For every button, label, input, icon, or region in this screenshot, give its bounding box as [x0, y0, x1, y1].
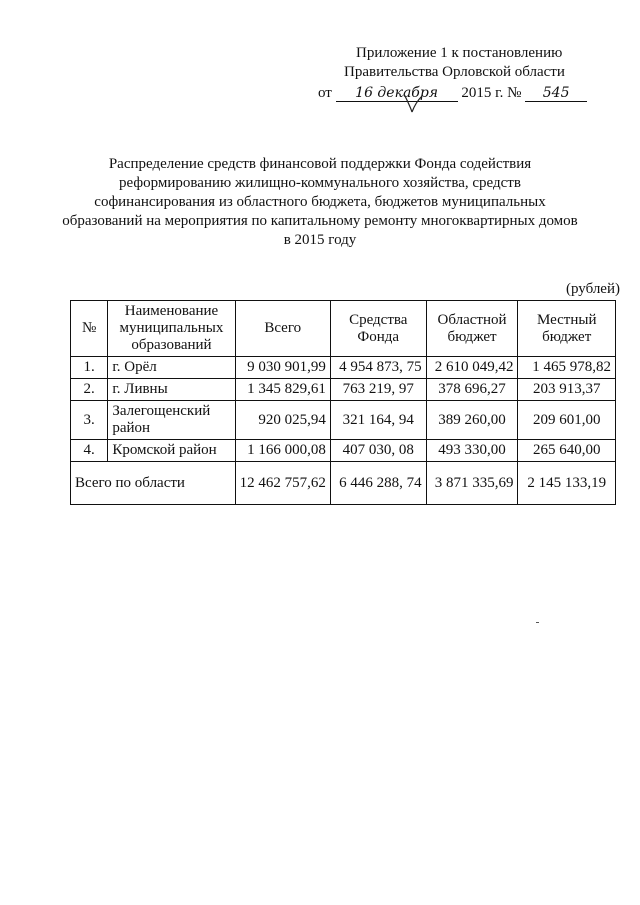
- fund-amount: 763 219, 97: [330, 379, 426, 401]
- table-total-row: [71, 462, 616, 505]
- col-header-number: №: [71, 301, 108, 357]
- decree-date-line: [318, 84, 587, 103]
- regional-amount: 2 610 049,42: [426, 357, 518, 379]
- total-amount: 9 030 901,99: [235, 357, 330, 379]
- fund-amount: 6 446 288, 74: [330, 462, 426, 505]
- currency-unit-label: (рублей): [565, 281, 620, 297]
- regional-amount: 493 330,00: [426, 440, 518, 462]
- appendix-label: Приложение 1 к постановлению: [356, 45, 563, 61]
- table-header-row: [71, 301, 616, 357]
- local-amount: 1 465 978,82: [518, 357, 616, 379]
- title-line: Распределение средств финансовой поддержки Фонда содействия: [108, 156, 532, 172]
- table-row: [71, 401, 616, 440]
- fund-amount: 407 030, 08: [330, 440, 426, 462]
- local-amount: 209 601,00: [518, 401, 616, 440]
- local-amount: 2 145 133,19: [518, 462, 616, 505]
- pen-stroke-mark: [402, 92, 424, 114]
- regional-amount: 3 871 335,69: [426, 462, 518, 505]
- funding-distribution-table: [70, 300, 616, 505]
- title-line: софинансирования из областного бюджета, бюджетов муниципальных: [94, 194, 546, 210]
- row-number: 4.: [71, 440, 108, 462]
- municipality-name: Кромской район: [108, 440, 235, 462]
- total-amount: 12 462 757,62: [235, 462, 330, 505]
- total-amount: 1 345 829,61: [235, 379, 330, 401]
- row-number: 2.: [71, 379, 108, 401]
- handwritten-date: 16 декабря: [336, 85, 458, 102]
- total-row-label: Всего по области: [71, 462, 236, 505]
- total-amount: 920 025,94: [235, 401, 330, 440]
- local-amount: 203 913,37: [518, 379, 616, 401]
- col-header-local-budget: Местный бюджет: [518, 301, 616, 357]
- document-title: [40, 155, 600, 250]
- municipality-name: Залегощенский район: [108, 401, 235, 440]
- col-header-regional-budget: Областной бюджет: [426, 301, 518, 357]
- table-row: [71, 440, 616, 462]
- local-amount: 265 640,00: [518, 440, 616, 462]
- regional-amount: 389 260,00: [426, 401, 518, 440]
- col-header-municipality: Наименование муниципальных образований: [108, 301, 235, 357]
- handwritten-decree-number: 545: [525, 85, 587, 102]
- title-line: в 2015 году: [283, 232, 357, 248]
- year-number-label: 2015 г. №: [461, 85, 522, 101]
- fund-amount: 321 164, 94: [330, 401, 426, 440]
- row-number: 3.: [71, 401, 108, 440]
- scan-speck: [536, 622, 539, 623]
- col-header-total: Всего: [235, 301, 330, 357]
- table-row: [71, 357, 616, 379]
- from-label: от: [318, 85, 332, 101]
- title-line: образований на мероприятия по капитальному ремонту многоквартирных домов: [62, 213, 578, 229]
- fund-amount: 4 954 873, 75: [330, 357, 426, 379]
- municipality-name: г. Ливны: [108, 379, 235, 401]
- regional-amount: 378 696,27: [426, 379, 518, 401]
- government-label: Правительства Орловской области: [344, 64, 565, 80]
- row-number: 1.: [71, 357, 108, 379]
- col-header-fund: Средства Фонда: [330, 301, 426, 357]
- municipality-name: г. Орёл: [108, 357, 235, 379]
- total-amount: 1 166 000,08: [235, 440, 330, 462]
- title-line: реформированию жилищно-коммунального хозяйства, средств: [119, 175, 521, 191]
- table-row: [71, 379, 616, 401]
